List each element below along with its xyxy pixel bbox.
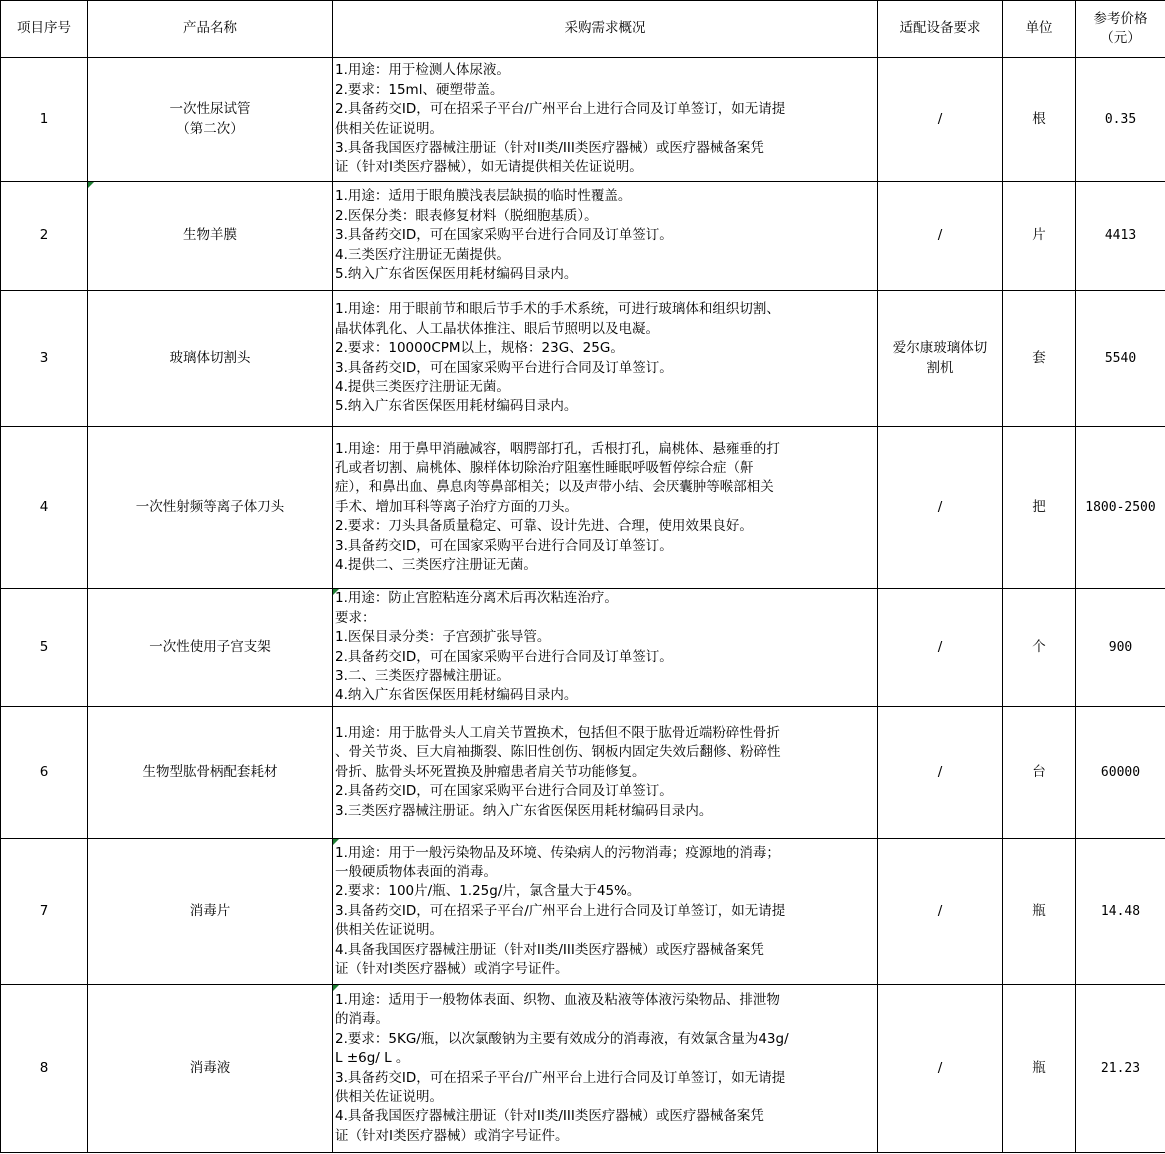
cell-unit: 套 [1003, 291, 1076, 427]
cell-product-name: 一次性射频等离子体刀头 [88, 427, 333, 589]
table-row [1, 182, 1165, 291]
table-row [1, 839, 1165, 985]
cell-no: 1 [1, 58, 88, 182]
table-row [1, 291, 1165, 427]
cell-price: 0.35 [1076, 58, 1165, 182]
cell-price: 4413 [1076, 182, 1165, 291]
cell-no: 7 [1, 839, 88, 985]
cell-no: 4 [1, 427, 88, 589]
cell-unit: 片 [1003, 182, 1076, 291]
cell-unit: 把 [1003, 427, 1076, 589]
cell-unit: 根 [1003, 58, 1076, 182]
cell-device: 爱尔康玻璃体切 割机 [878, 291, 1003, 427]
cell-product-name: 一次性尿试管 （第二次） [88, 58, 333, 182]
cell-no: 5 [1, 589, 88, 707]
cell-no: 6 [1, 707, 88, 839]
cell-requirement: 1.用途：用于一般污染物品及环境、传染病人的污物消毒；疫源地的消毒； 一般硬质物体表面的消毒。 2.要求：100片/瓶、1.25g/片，氯含量大于45%。 3.具备药交ID，可在招采子平台/广州平台上进行合同及订单签订，如无请提 供相关佐证说明。 4.具备我国医疗器械注册证（针对II类/III类医疗器械）或医疗器械备案凭 证（针对I类医疗器械）或消字号证件。 [333, 839, 878, 985]
cell-price: 60000 [1076, 707, 1165, 839]
cell-requirement: 1.用途：防止宫腔粘连分离术后再次粘连治疗。 要求： 1.医保目录分类：子宫颈扩张导管。 2.具备药交ID，可在国家采购平台进行合同及订单签订。 3.二、三类医疗器械注册证。 4.纳入广东省医保医用耗材编码目录内。 [333, 589, 878, 707]
table-row [1, 58, 1165, 182]
header-device: 适配设备要求 [878, 1, 1003, 58]
header-item-no: 项目序号 [1, 1, 88, 58]
cell-requirement: 1.用途：适用于眼角膜浅表层缺损的临时性覆盖。 2.医保分类：眼表修复材料（脱细胞基质）。 3.具备药交ID，可在国家采购平台进行合同及订单签订。 4.三类医疗注册证无菌提供。 5.纳入广东省医保医用耗材编码目录内。 [333, 182, 878, 291]
cell-requirement: 1.用途：用于肱骨头人工肩关节置换术，包括但不限于肱骨近端粉碎性骨折 、骨关节炎、巨大肩袖撕裂、陈旧性创伤、钢板内固定失效后翻修、粉碎性 骨折、肱骨头坏死置换及肿瘤患者肩关节功能修复。 2.具备药交ID，可在国家采购平台进行合同及订单签订。 3.三类医疗器械注册证。纳入广东省医保医用耗材编码目录内。 [333, 707, 878, 839]
cell-price: 1800-2500 [1076, 427, 1165, 589]
cell-product-name: 一次性使用子宫支架 [88, 589, 333, 707]
table-row [1, 985, 1165, 1153]
cell-device: / [878, 589, 1003, 707]
cell-product-name: 消毒片 [88, 839, 333, 985]
cell-device: / [878, 839, 1003, 985]
header-product-name: 产品名称 [88, 1, 333, 58]
cell-price: 21.23 [1076, 985, 1165, 1153]
cell-requirement: 1.用途：适用于一般物体表面、织物、血液及粘液等体液污染物品、排泄物 的消毒。 2.要求：5KG/瓶，以次氯酸钠为主要有效成分的消毒液，有效氯含量为43g/ L ±6g/ L 。 3.具备药交ID，可在招采子平台/广州平台上进行合同及订单签订，如无请提 供相关佐证说明。 4.具备我国医疗器械注册证（针对II类/III类医疗器械）或医疗器械备案凭 证（针对I类医疗器械）或消字号证件。 [333, 985, 878, 1153]
cell-unit: 个 [1003, 589, 1076, 707]
header-price: 参考价格 （元） [1076, 1, 1165, 58]
cell-no: 8 [1, 985, 88, 1153]
cell-requirement: 1.用途：用于鼻甲消融减容，咽腭部打孔，舌根打孔，扁桃体、悬雍垂的打 孔或者切割、扁桃体、腺样体切除治疗阻塞性睡眠呼吸暂停综合症（鼾 症），和鼻出血、鼻息肉等鼻部相关；以及声带小结、会厌囊肿等喉部相关 手术、增加耳科等离子治疗方面的刀头。 2.要求：刀头具备质量稳定、可靠、设计先进、合理，使用效果良好。 3.具备药交ID，可在国家采购平台进行合同及订单签订。 4.提供二、三类医疗注册证无菌。 [333, 427, 878, 589]
cell-product-name: 玻璃体切割头 [88, 291, 333, 427]
cell-product-name: 消毒液 [88, 985, 333, 1153]
cell-product-name: 生物羊膜 [88, 182, 333, 291]
cell-requirement: 1.用途：用于眼前节和眼后节手术的手术系统，可进行玻璃体和组织切割、 晶状体乳化、人工晶状体推注、眼后节照明以及电凝。 2.要求：10000CPM以上，规格：23G、25G。 3.具备药交ID，可在国家采购平台进行合同及订单签订。 4.提供三类医疗注册证无菌。 5.纳入广东省医保医用耗材编码目录内。 [333, 291, 878, 427]
cell-price: 14.48 [1076, 839, 1165, 985]
header-requirement: 采购需求概况 [333, 1, 878, 58]
cell-product-name: 生物型肱骨柄配套耗材 [88, 707, 333, 839]
table-row [1, 589, 1165, 707]
cell-unit: 台 [1003, 707, 1076, 839]
cell-no: 3 [1, 291, 88, 427]
cell-no: 2 [1, 182, 88, 291]
cell-unit: 瓶 [1003, 985, 1076, 1153]
table-row [1, 427, 1165, 589]
cell-price: 900 [1076, 589, 1165, 707]
cell-device: / [878, 985, 1003, 1153]
header-unit: 单位 [1003, 1, 1076, 58]
cell-price: 5540 [1076, 291, 1165, 427]
cell-device: / [878, 427, 1003, 589]
header-row [1, 1, 1165, 58]
cell-device: / [878, 707, 1003, 839]
cell-unit: 瓶 [1003, 839, 1076, 985]
cell-requirement: 1.用途：用于检测人体尿液。 2.要求：15ml、硬塑带盖。 2.具备药交ID，可在招采子平台/广州平台上进行合同及订单签订，如无请提 供相关佐证说明。 3.具备我国医疗器械注册证（针对II类/III类医疗器械）或医疗器械备案凭 证（针对I类医疗器械），如无请提供相关佐证说明。 [333, 58, 878, 182]
table-row [1, 707, 1165, 839]
cell-device: / [878, 182, 1003, 291]
cell-device: / [878, 58, 1003, 182]
